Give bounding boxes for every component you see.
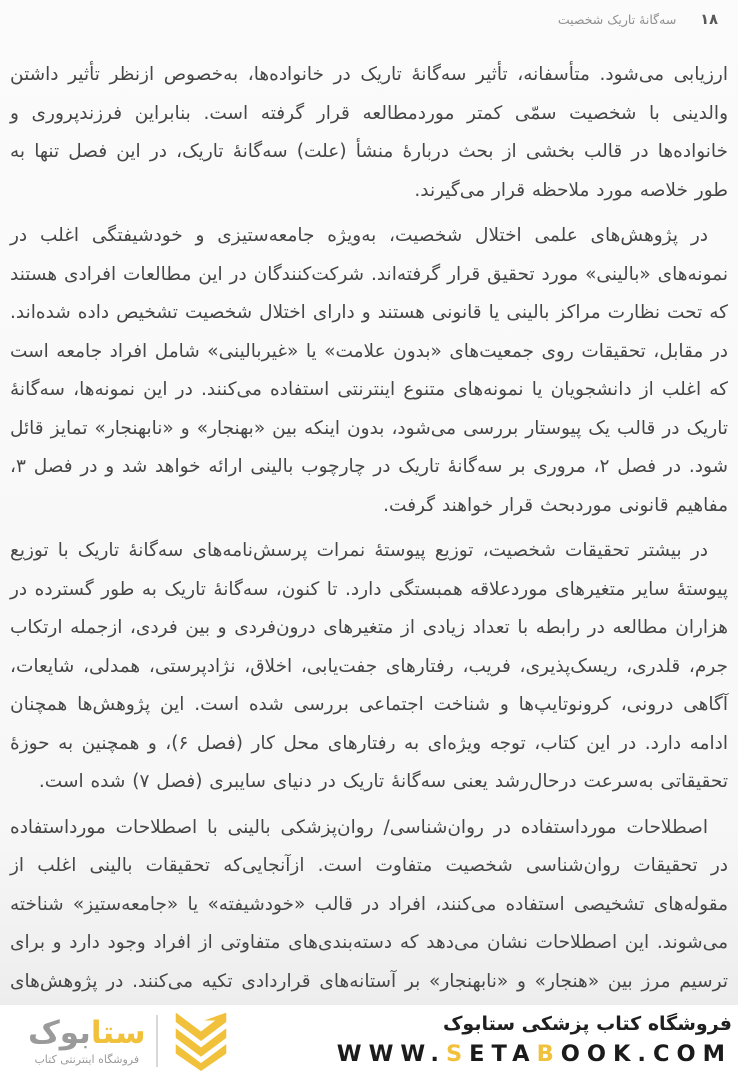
paragraph: اصطلاحات مورداستفاده در روان‌شناسی/ روان‌پزشکی بالینی با اصطلاحات مورداستفاده در تحقیقات روان‌شناسی شخصیت متفاوت است. ازآنجایی‌که تحقیقات بالینی اغلب از مقوله‌های تشخیصی استفاده می‌کنند، افراد در قالب «خودشیفته» یا «جامعه‌ستیز» شناخته می‌شوند. این اصطلاحات نشان می‌دهد که دسته‌بندی‌های متفاوتی از افراد وجود دارد و برای ترسیم مرز بین «هنجار» و «نابهنجار» بر آستانه‌های قراردادی تکیه می‌کنند. در پژوهش‌های xyxy=(10,816,728,992)
store-name: فروشگاه کتاب پزشکی ستابوک xyxy=(442,1013,732,1035)
url-part: ETA xyxy=(469,1041,537,1067)
footer xyxy=(0,1005,738,1080)
logo-wordmark xyxy=(28,1016,146,1050)
chevron-s-emblem-icon xyxy=(168,1011,234,1071)
store-url xyxy=(337,1038,732,1070)
url-part: WWW. xyxy=(336,1041,446,1067)
store-text-block xyxy=(337,1011,732,1070)
logo-divider xyxy=(156,1015,158,1067)
page-header xyxy=(10,8,728,28)
body-text xyxy=(10,56,728,1005)
url-part-gold-s: S xyxy=(445,1041,470,1067)
page-number: ۱۸ xyxy=(700,12,718,28)
logo-wordmark-column xyxy=(28,1016,146,1066)
running-title: سه‌گانهٔ تاریک شخصیت xyxy=(557,12,677,27)
url-part-gold-b: B xyxy=(536,1041,561,1067)
logo-tagline: فروشگاه اینترنتی کتاب xyxy=(34,1052,140,1066)
wordmark-gold-part: ستا xyxy=(90,1014,146,1051)
wordmark-gray-part: بوک xyxy=(28,1014,91,1051)
paragraph: در بیشتر تحقیقات شخصیت، توزیع پیوستهٔ نمرات پرسش‌نامه‌های سه‌گانهٔ تاریک با توزیع پیوستهٔ سایر متغیرهای موردعلاقه همبستگی دارد. تا کنون، سه‌گانهٔ تاریک به طور گسترده در هزاران مطالعه در رابطه با تعداد زیادی از متغیرهای درون‌فردی و بین فردی، ازجمله ارتکاب جرم، قلدری، ریسک‌پذیری، فریب، رفتارهای جفت‌یابی، اخلاق، نژادپرستی، همدلی، شایعات، آگاهی درونی، کرونوتایپ‌ها و شناخت اجتماعی بررسی شده است. این پژوهش‌ها همچنان ادامه دارد. در این کتاب، توجه ویژه‌ای به رفتارهای محل کار (فصل ۶)، و همچنین به حوزهٔ تحقیقاتی به‌سرعت درحال‌رشد یعنی سه‌گانهٔ تاریک در دنیای سایبری (فصل ۷) شده است. xyxy=(10,540,728,792)
url-part: OOK.COM xyxy=(560,1041,732,1067)
setabook-logo xyxy=(14,1011,234,1071)
paragraph: در پژوهش‌های علمی اختلال شخصیت، به‌ویژه جامعه‌ستیزی و خودشیفتگی اغلب در نمونه‌های «بالینی» مورد تحقیق قرار گرفته‌اند. شرکت‌کنندگان در این مطالعات افرادی هستند که تحت نظارت مراکز بالینی یا قانونی هستند و دارای اختلال شخصیت تشخیص داده شده‌اند. در مقابل، تحقیقات روی جمعیت‌های «بدون علامت» یا «غیربالینی» شامل افراد جامعه است که اغلب از دانشجویان یا نمونه‌های متنوع اینترنتی استفاده می‌کنند. در این نمونه‌ها، سه‌گانهٔ تاریک در قالب یک پیوستار بررسی می‌شود، بدون اینکه بین «بهنجار» و «نابهنجار» تمایز قائل شود. در فصل ۲، مروری بر سه‌گانهٔ تاریک در چارچوب بالینی ارائه خواهد شد و در فصل ۳، مفاهیم قانونی موردبحث قرار خواهند گرفت. xyxy=(10,225,729,516)
paragraph: ارزیابی می‌شود. متأسفانه، تأثیر سه‌گانهٔ تاریک در خانواده‌ها، به‌خصوص ازنظر تأثیر داشتن والدینی با شخصیت سمّی کمتر موردمطالعه قرار گرفته است. بنابراین فرزندپروری و خانواده‌ها در قالب بخشی از بحث دربارهٔ منشأ (علت) سه‌گانهٔ تاریک، در این فصل تنها به طور خلاصه مورد ملاحظه قرار می‌گیرند. xyxy=(10,64,728,201)
